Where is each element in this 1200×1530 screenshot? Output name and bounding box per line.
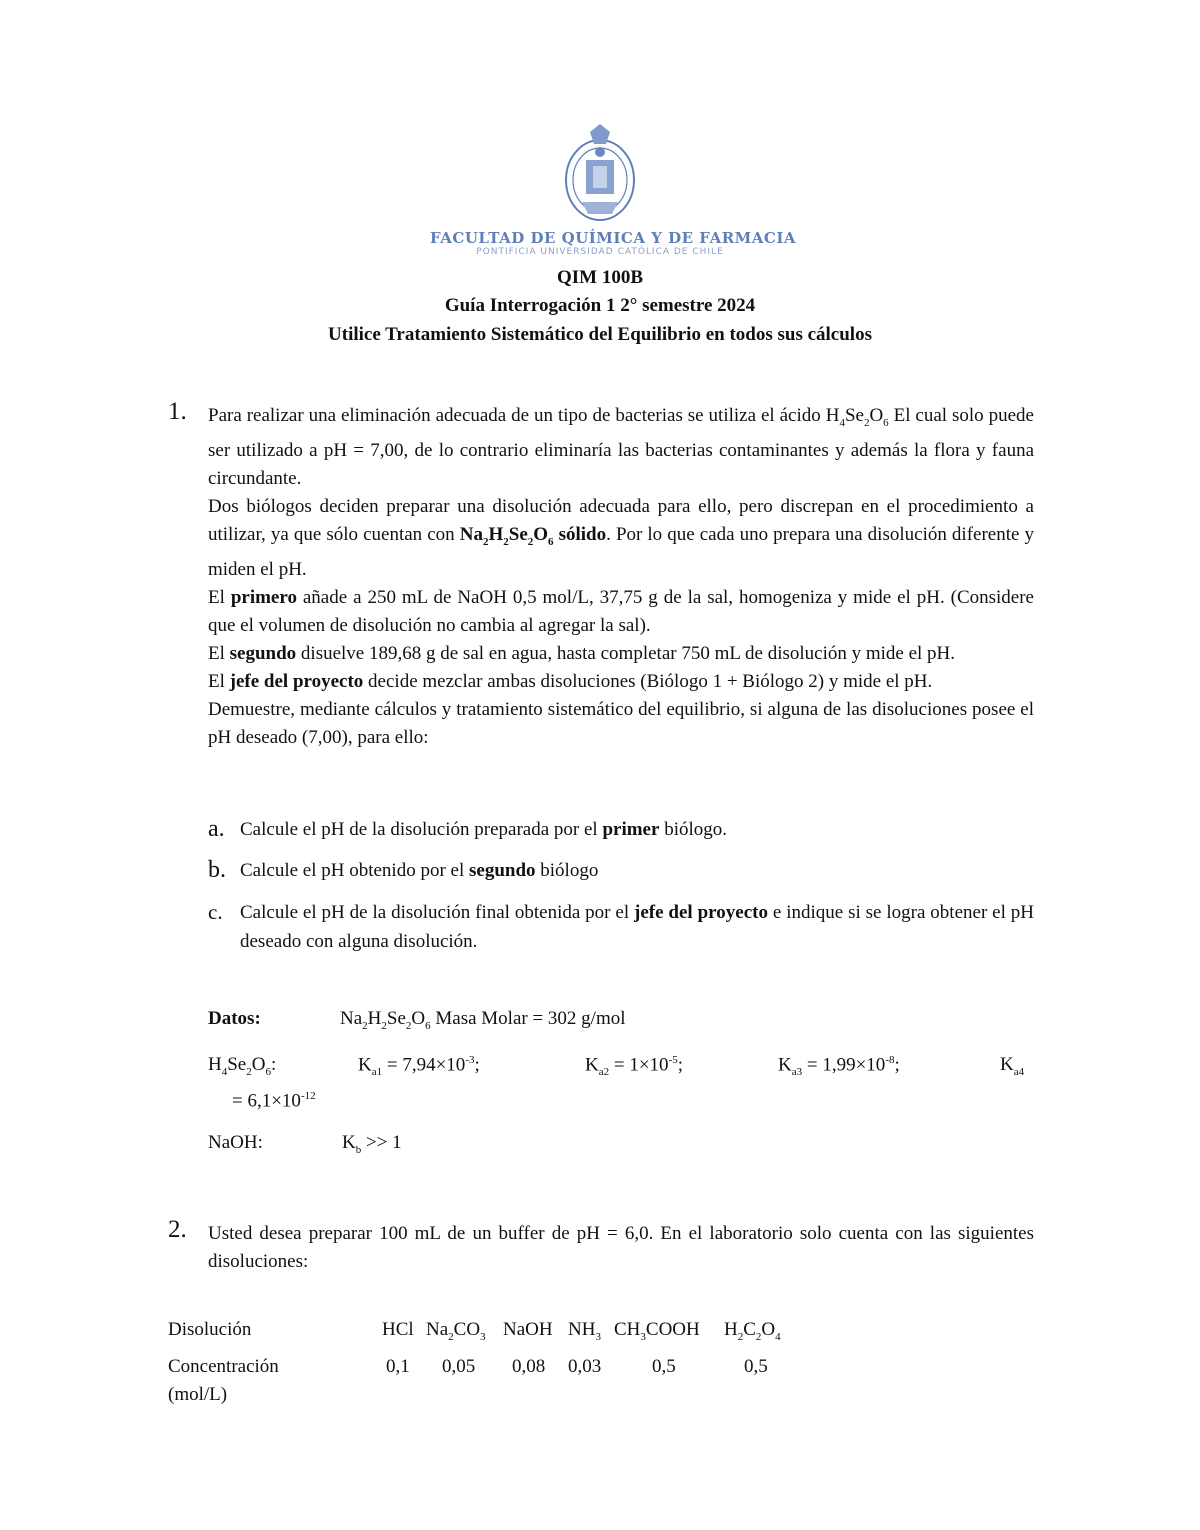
molar-mass: $Na_2H_2Se_2O_6$ Masa Molar = 302 g/mol: [340, 1008, 626, 1032]
course-code: QIM 100B: [556, 267, 644, 288]
question-2-body: Usted desea preparar 100 mL de un buffer de pH = 6,0. En el laboratorio solo cuenta con las siguientes disoluciones:: [208, 1223, 1034, 1272]
table-row-label-unit: (mol/L): [168, 1384, 228, 1405]
naoh-label: NaOH:: [208, 1132, 263, 1153]
ka2: $K_{a2} = 1\times 10^{-5}$;: [585, 1054, 684, 1079]
solution-nh3: $NH_3$: [568, 1319, 601, 1343]
q1-paragraph-1: Para realizar una eliminación adecuada de un tipo de bacterias se utiliza el ácido $H_4Se_2O_6$ El cual solo puede ser utilizado a pH = 7,00, de lo contrario eliminaría las bacterias contaminantes y además la flora y fauna circundante.: [208, 405, 1034, 489]
instruction-line: Utilice Tratamiento Sistemático del Equilibrio en todos sus cálculos: [328, 324, 872, 345]
kb: $K_b >> 1$: [342, 1132, 402, 1156]
concentration-na2co3: 0,05: [442, 1356, 476, 1377]
question-1-number: 1.: [168, 398, 187, 425]
q1-paragraph-2: Dos biólogos deciden preparar una disolución adecuada para ello, pero discrepan en el procedimiento a utilizar, ya que sólo cuentan con $Na_2H_2Se_2O_6$ sólido. Por lo que cada uno prepara una disolución diferente y miden el pH.: [208, 495, 1034, 580]
ka3: $K_{a3} = 1,99\times 10^{-8}$;: [778, 1054, 900, 1079]
solution-naoh: NaOH: [503, 1319, 553, 1340]
solution-hcl: HCl: [382, 1319, 414, 1340]
concentration-nh3: 0,03: [568, 1356, 602, 1377]
concentration-hcl: 0,1: [386, 1356, 410, 1377]
concentration-ch3cooh: 0,5: [652, 1356, 676, 1377]
solution-na2co3: $Na_2CO_3$: [426, 1319, 486, 1343]
concentration-naoh: 0,08: [512, 1356, 546, 1377]
ka4-label: $K_{a4}$: [1000, 1054, 1025, 1078]
solution-ch3cooh: $CH_3COOH$: [614, 1319, 700, 1343]
q1-paragraph-5: El jefe del proyecto decide mezclar ambas disoluciones (Biólogo 1 + Biólogo 2) y mide el pH.: [208, 670, 933, 692]
ka4-value: = $6,1\times 10^{-12}$: [232, 1090, 316, 1112]
university-name: PONTIFICIA UNIVERSIDAD CATÓLICA DE CHILE: [476, 247, 724, 257]
guide-title: Guía Interrogación 1 2° semestre 2024: [444, 295, 756, 316]
q1-paragraph-4: El segundo disuelve 189,68 g de sal en agua, hasta completar 750 mL de disolución y mide el pH.: [208, 642, 956, 664]
data-label: Datos:: [208, 1008, 261, 1029]
question-1-body: [208, 402, 1034, 752]
table-row-label-concentration: Concentración: [168, 1356, 279, 1377]
university-seal-icon: [560, 122, 640, 227]
table-row-label-solution: Disolución: [168, 1319, 252, 1340]
ka1: $K_{a1} = 7,94\times 10^{-3}$;: [358, 1054, 480, 1079]
acid-formula: $H_4Se_2O_6$:: [208, 1054, 277, 1078]
q1-paragraph-3: El primero añade a 250 mL de NaOH 0,5 mol/L, 37,75 g de la sal, homogeniza y mide el pH. (Considere que el volumen de disolución no cambia al agregar la sal).: [208, 586, 1034, 636]
question-2-number: 2.: [168, 1216, 187, 1243]
faculty-logo: [430, 122, 797, 257]
concentration-h2c2o4: 0,5: [744, 1356, 768, 1377]
faculty-name: FACULTAD DE QUÍMICA Y DE FARMACIA: [430, 229, 797, 247]
q1-paragraph-6: Demuestre, mediante cálculos y tratamiento sistemático del equilibrio, si alguna de las disoluciones posee el pH deseado (7,00), para ello:: [208, 698, 1034, 748]
solution-h2c2o4: $H_2C_2O_4$: [724, 1319, 781, 1343]
